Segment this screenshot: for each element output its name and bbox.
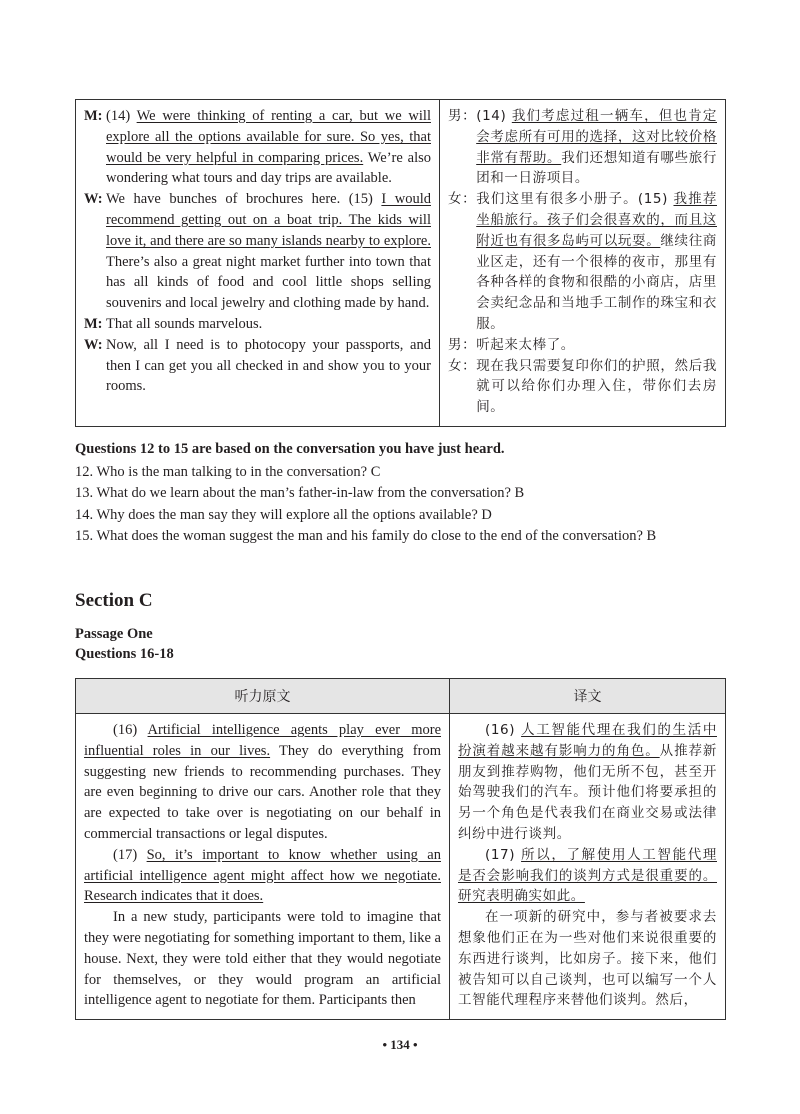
question-number: (15) [348, 191, 382, 208]
speaker-label: 女： [448, 357, 477, 374]
section-title: Section C [75, 590, 153, 611]
questions-range-heading: Questions 16-18 [75, 646, 174, 662]
question-item: 14. Why does the man say they will explore all the options available? D [75, 506, 492, 523]
speaker-label: W: [84, 336, 103, 353]
question-number: (16) [113, 722, 148, 738]
question-item: 12. Who is the man talking to in the conversation? C [75, 464, 381, 480]
dialogue-text: We’re also wondering what tours and day trips are available. [106, 149, 431, 187]
speaker-label: M: [84, 315, 103, 332]
questions-heading: Questions 12 to 15 are based on the conversation you have just heard. [75, 441, 505, 457]
answer-underline: We were thinking of renting a car, but we will explore all the options available for sure. So yes, that would be very helpful in comparing prices. [106, 108, 431, 166]
passage-text: 从推荐新朋友到推荐购物，他们无所不包，甚至开始驾驶我们的汽车。预计他们将要承担的另一个角色是代表我们在商业交易或法律纠纷中进行谈判。 [458, 742, 717, 842]
speaker-label: M: [84, 108, 103, 124]
passage-paragraph [458, 845, 717, 907]
speaker-label: 男： [448, 108, 477, 124]
dialogue-text: There’s also a great night market further into town that has all kinds of food and cool little shops selling souvenirs and local jewelry and clothing made by hand. [106, 253, 431, 312]
passage-paragraph [458, 720, 717, 845]
speaker-label: 女： [448, 191, 477, 208]
dialogue-turn [84, 189, 431, 314]
answer-underline: I would recommend getting out on a boat trip. The kids will love it, and there are so many islands nearby to explore. [106, 191, 431, 249]
dialogue-text: 现在我只需要复印你们的护照，然后我就可以给你们办理入住，带你们去房间。 [476, 357, 717, 416]
dialogue-text: 听起来太棒了。 [476, 336, 575, 353]
answer-underline: So, it’s important to know whether using an artificial intelligence agent might affect how we negotiate. Research indicates that it does. [84, 846, 441, 905]
question-number: (14) [106, 108, 137, 124]
answer-underline: 我推荐坐船旅行。孩子们会很喜欢的，而且这附近也有很多岛屿可以玩耍。 [476, 191, 717, 249]
answer-underline: 所以，了解使用人工智能代理是否会影响我们的谈判方式是很重要的。研究表明确实如此。 [458, 846, 717, 905]
passage-heading: Passage One [75, 626, 153, 642]
dialogue-transcript-table [75, 99, 726, 427]
answer-underline: 人工智能代理在我们的生活中扮演着越来越有影响力的角色。 [458, 722, 717, 759]
dialogue-turn [448, 106, 717, 189]
passage-paragraph: 在一项新的研究中，参与者被要求去想象他们正在为一些对他们来说很重要的东西进行谈判，比如房子。接下来，他们被告知可以自己谈判，也可以编写一个人工智能代理程序来替他们谈判。然后， [458, 909, 717, 1009]
question-number: (16) [485, 722, 522, 738]
question-list [75, 462, 656, 547]
dialogue-text: 我们还想知道有哪些旅行团和一日游项目。 [476, 149, 717, 187]
question-number: (17) [485, 846, 522, 863]
original-text-header: 听力原文 [76, 679, 450, 714]
passage-paragraph [84, 845, 441, 907]
speaker-label: W: [84, 191, 103, 208]
dialogue-text: We have bunches of brochures here. [106, 191, 349, 208]
dialogue-turn [448, 356, 717, 418]
passage-transcript-table [75, 678, 726, 1020]
dialogue-turn [84, 335, 431, 397]
passage-text: They do everything from suggesting new friends to recommending purchases. They are even beginning to drive our cars. Another role that they are expected to take over is negotiating on our behalf in commercial transactions or legal disputes. [84, 742, 441, 842]
speaker-label: 男： [448, 336, 477, 353]
answer-underline: Artificial intelligence agents play ever more influential roles in our lives. [84, 722, 442, 759]
question-number: (15) [637, 191, 674, 208]
dialogue-text: 我们这里有很多小册子。 [476, 191, 638, 208]
question-number: (14) [476, 108, 512, 124]
answer-underline: 我们考虑过租一辆车，但也肯定会考虑所有可用的选择，这对比较价格非常有帮助。 [476, 108, 717, 166]
dialogue-turn [448, 335, 717, 356]
dialogue-text: 继续往商业区走，还有一个很棒的夜市，那里有各种各样的食物和很酷的小商店，店里会卖纪念品和当地手工制作的珠宝和衣服。 [476, 232, 717, 332]
dialogue-turn [84, 314, 431, 335]
chinese-translation-cell [440, 100, 726, 427]
question-number: (17) [113, 846, 147, 863]
dialogue-turn [84, 106, 431, 189]
question-item: 15. What does the woman suggest the man and his family do close to the end of the conversation? B [75, 527, 657, 544]
translation-header: 译文 [450, 679, 726, 714]
passage-paragraph [84, 720, 441, 845]
dialogue-text: Now, all I need is to photocopy your passports, and then I can get you all checked in and show you to your rooms. [106, 336, 431, 395]
question-item: 13. What do we learn about the man’s father-in-law from the conversation? B [75, 485, 525, 502]
english-passage-cell [76, 714, 450, 1020]
chinese-passage-cell [450, 714, 726, 1020]
dialogue-text: That all sounds marvelous. [106, 315, 263, 332]
passage-paragraph: In a new study, participants were told to imagine that they were negotiating for something important to them, like a house. Next, they were told either that they would negotiate for themselves, or they would program an artificial intelligence agent to negotiate for them. Participants then [84, 909, 441, 1009]
dialogue-turn [448, 189, 717, 335]
english-transcript-cell [76, 100, 440, 427]
page-number: • 134 • [382, 1037, 418, 1052]
